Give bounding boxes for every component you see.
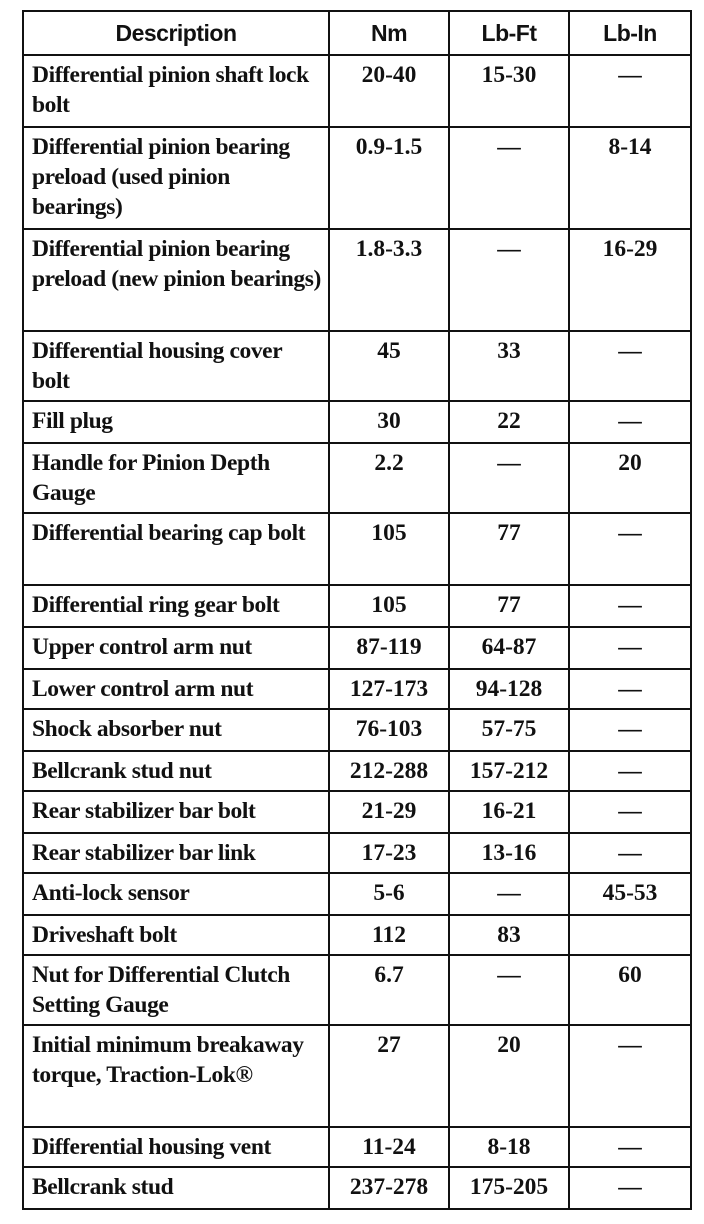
cell-lbin: 45-53 [569, 873, 691, 915]
cell-nm: 1.8-3.3 [329, 229, 449, 331]
header-row [23, 11, 691, 55]
table-body [23, 55, 691, 1209]
cell-lbin: — [569, 585, 691, 627]
table-row [23, 669, 691, 709]
cell-description: Bellcrank stud nut [23, 751, 329, 791]
cell-lbft: — [449, 443, 569, 513]
cell-nm: 5-6 [329, 873, 449, 915]
cell-lbft: 57-75 [449, 709, 569, 751]
cell-nm: 212-288 [329, 751, 449, 791]
cell-lbft: 16-21 [449, 791, 569, 833]
cell-nm: 112 [329, 915, 449, 955]
cell-nm: 2.2 [329, 443, 449, 513]
cell-description: Shock absorber nut [23, 709, 329, 751]
cell-lbft: — [449, 955, 569, 1025]
cell-description: Initial minimum breakaway torque, Traction-Lok® [23, 1025, 329, 1127]
cell-nm: 21-29 [329, 791, 449, 833]
cell-lbft: 20 [449, 1025, 569, 1127]
cell-lbft: 157-212 [449, 751, 569, 791]
cell-lbft: — [449, 229, 569, 331]
cell-nm: 105 [329, 513, 449, 585]
table-row [23, 1127, 691, 1167]
cell-description: Upper control arm nut [23, 627, 329, 669]
cell-lbft: 77 [449, 513, 569, 585]
torque-spec-table [22, 10, 692, 1210]
cell-lbin: — [569, 669, 691, 709]
cell-lbin: — [569, 791, 691, 833]
cell-description: Handle for Pinion Depth Gauge [23, 443, 329, 513]
cell-nm: 76-103 [329, 709, 449, 751]
cell-lbft: 77 [449, 585, 569, 627]
table-row [23, 627, 691, 669]
cell-description: Rear stabilizer bar bolt [23, 791, 329, 833]
cell-nm: 87-119 [329, 627, 449, 669]
table-row [23, 751, 691, 791]
cell-description: Differential pinion shaft lock bolt [23, 55, 329, 127]
table-row [23, 127, 691, 229]
cell-lbin: — [569, 1127, 691, 1167]
cell-description: Rear stabilizer bar link [23, 833, 329, 873]
cell-description: Differential pinion bearing preload (used pinion bearings) [23, 127, 329, 229]
cell-lbft: 22 [449, 401, 569, 443]
table-row [23, 229, 691, 331]
cell-description: Nut for Differential Clutch Setting Gauge [23, 955, 329, 1025]
table-row [23, 401, 691, 443]
cell-lbft: — [449, 127, 569, 229]
cell-description: Differential bearing cap bolt [23, 513, 329, 585]
cell-lbft: 64-87 [449, 627, 569, 669]
cell-nm: 20-40 [329, 55, 449, 127]
cell-nm: 30 [329, 401, 449, 443]
cell-lbft: 83 [449, 915, 569, 955]
header-lbft: Lb-Ft [449, 11, 569, 55]
table-row [23, 1025, 691, 1127]
cell-lbin: — [569, 1167, 691, 1209]
cell-nm: 127-173 [329, 669, 449, 709]
cell-description: Fill plug [23, 401, 329, 443]
cell-lbft: 175-205 [449, 1167, 569, 1209]
cell-lbin: — [569, 709, 691, 751]
table-row [23, 331, 691, 401]
cell-lbft: 94-128 [449, 669, 569, 709]
cell-lbin: — [569, 627, 691, 669]
cell-description: Differential pinion bearing preload (new pinion bearings) [23, 229, 329, 331]
table-row [23, 791, 691, 833]
cell-nm: 11-24 [329, 1127, 449, 1167]
header-nm: Nm [329, 11, 449, 55]
cell-lbin: — [569, 55, 691, 127]
table-row [23, 833, 691, 873]
cell-description: Differential housing vent [23, 1127, 329, 1167]
cell-lbft: — [449, 873, 569, 915]
cell-lbft: 15-30 [449, 55, 569, 127]
table-row [23, 915, 691, 955]
cell-nm: 105 [329, 585, 449, 627]
header-description: Description [23, 11, 329, 55]
cell-description: Lower control arm nut [23, 669, 329, 709]
cell-lbin: — [569, 401, 691, 443]
cell-nm: 0.9-1.5 [329, 127, 449, 229]
cell-lbin: 60 [569, 955, 691, 1025]
cell-lbin [569, 915, 691, 955]
header-lbin: Lb-In [569, 11, 691, 55]
table-row [23, 585, 691, 627]
cell-lbft: 33 [449, 331, 569, 401]
table-row [23, 873, 691, 915]
cell-nm: 6.7 [329, 955, 449, 1025]
cell-lbin: — [569, 751, 691, 791]
cell-lbin: — [569, 331, 691, 401]
table-row [23, 1167, 691, 1209]
cell-description: Differential housing cover bolt [23, 331, 329, 401]
cell-lbin: 20 [569, 443, 691, 513]
cell-nm: 17-23 [329, 833, 449, 873]
table-row [23, 709, 691, 751]
cell-nm: 237-278 [329, 1167, 449, 1209]
cell-lbin: — [569, 1025, 691, 1127]
cell-lbft: 8-18 [449, 1127, 569, 1167]
cell-description: Differential ring gear bolt [23, 585, 329, 627]
cell-lbin: — [569, 833, 691, 873]
cell-description: Bellcrank stud [23, 1167, 329, 1209]
cell-lbin: 16-29 [569, 229, 691, 331]
table-row [23, 55, 691, 127]
cell-lbin: — [569, 513, 691, 585]
cell-nm: 27 [329, 1025, 449, 1127]
cell-description: Anti-lock sensor [23, 873, 329, 915]
table-row [23, 443, 691, 513]
cell-description: Driveshaft bolt [23, 915, 329, 955]
cell-lbft: 13-16 [449, 833, 569, 873]
table-row [23, 955, 691, 1025]
cell-nm: 45 [329, 331, 449, 401]
table-row [23, 513, 691, 585]
cell-lbin: 8-14 [569, 127, 691, 229]
